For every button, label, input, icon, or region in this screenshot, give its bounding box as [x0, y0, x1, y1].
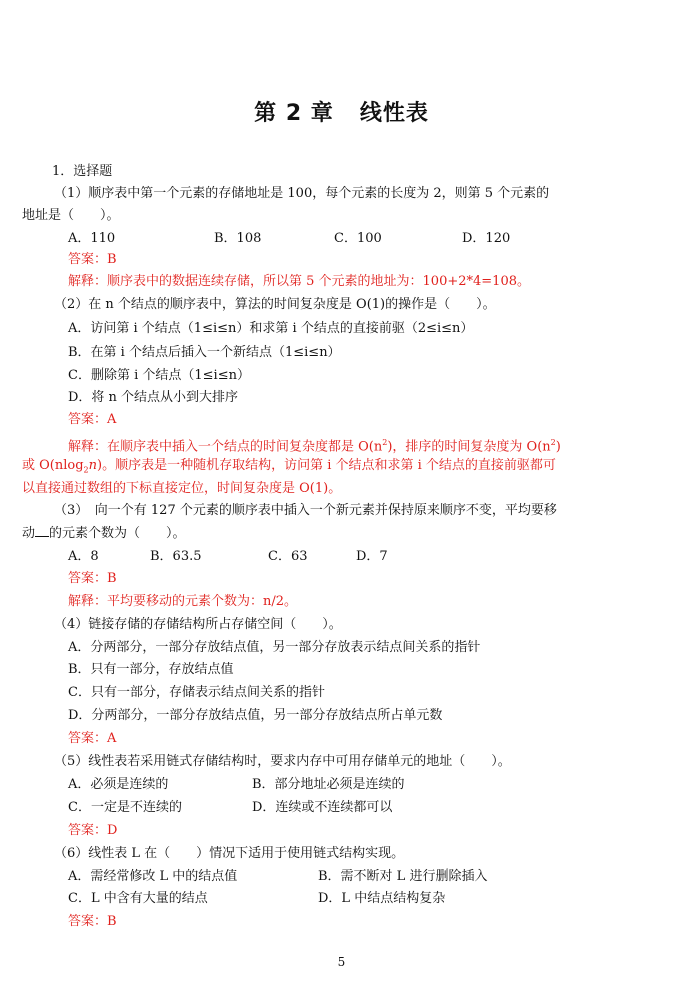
q2-explain-sub: 2 — [83, 465, 89, 475]
q2-option-a: A．访问第 i 个结点（1≤i≤n）和求第 i 个结点的直接前驱（2≤i≤n） — [68, 321, 474, 336]
q1-option-a: A．110 — [68, 231, 116, 246]
q2-explain-part5: n — [88, 458, 98, 473]
q5-option-c: C．一定是不连续的 — [68, 800, 182, 815]
q1-option-d: D．120 — [462, 231, 511, 246]
q2-stem: （2）在 n 个结点的顺序表中，算法的时间复杂度是 O(1)的操作是（ ）。 — [54, 297, 496, 312]
q2-explanation-line3: 以直接通过数组的下标直接定位，时间复杂度是 O(1)。 — [22, 481, 342, 496]
q2-explanation-line1 — [68, 434, 561, 456]
q1-explanation: 解释：顺序表中的数据连续存储，所以第 5 个元素的地址为：100+2*4=108。 — [68, 274, 530, 289]
q2-explain-sup2: 2 — [550, 438, 556, 447]
q4-option-b: B．只有一部分，存放结点值 — [68, 662, 234, 677]
q6-answer: 答案：B — [68, 914, 117, 929]
q3-option-a: A．8 — [68, 549, 99, 564]
q6-option-d: D．L 中结点结构复杂 — [318, 891, 446, 906]
q2-explain-part6: )。顺序表是一种随机存取结构，访问第 i 个结点和求第 i 个结点的直接前驱都可 — [97, 458, 556, 473]
q6-option-c: C．L 中含有大量的结点 — [68, 891, 208, 906]
q4-stem: （4）链接存储的存储结构所占存储空间（ ）。 — [54, 617, 342, 632]
q2-explain-part3: ) — [555, 439, 561, 455]
section-heading: 1．选择题 — [52, 164, 113, 179]
q1-stem-line1: （1）顺序表中第一个元素的存储地址是 100，每个元素的长度为 2，则第 5 个元素的 — [54, 186, 550, 201]
q3-stem-part2: 的元素个数为（ ）。 — [49, 526, 186, 541]
q5-stem: （5）线性表若采用链式存储结构时，要求内存中可用存储单元的地址（ ）。 — [54, 754, 511, 769]
q1-option-b: B．108 — [214, 231, 262, 246]
q4-option-a: A．分两部分，一部分存放结点值，另一部分存放表示结点间关系的指针 — [68, 640, 481, 655]
fill-in-blank — [35, 525, 49, 537]
q1-option-c: C．100 — [334, 231, 382, 246]
q1-answer: 答案：B — [68, 252, 117, 267]
q3-stem-part1: 动 — [22, 526, 36, 541]
chapter-title — [0, 96, 683, 127]
chapter-name: 线性表 — [359, 101, 429, 126]
q2-explain-part4: 或 O(nlog — [22, 458, 84, 473]
q3-stem-line2 — [22, 525, 186, 543]
q5-option-d: D．连续或不连续都可以 — [252, 800, 393, 815]
q5-answer: 答案：D — [68, 823, 118, 838]
chapter-number: 第 2 章 — [254, 101, 334, 126]
q6-option-a: A．需经常修改 L 中的结点值 — [68, 869, 238, 884]
q4-answer: 答案：A — [68, 731, 117, 746]
q2-option-b: B．在第 i 个结点后插入一个新结点（1≤i≤n） — [68, 345, 341, 360]
q2-option-c: C．删除第 i 个结点（1≤i≤n） — [68, 368, 250, 383]
q2-explain-part1: 解释：在顺序表中插入一个结点的时间复杂度都是 O(n — [68, 439, 383, 455]
q2-option-d: D．将 n 个结点从小到大排序 — [68, 390, 239, 405]
q1-stem-line2: 地址是（ ）。 — [22, 208, 120, 223]
q3-answer: 答案：B — [68, 571, 117, 586]
q3-stem-line1: （3） 向一个有 127 个元素的顺序表中插入一个新元素并保持原来顺序不变，平均要移 — [54, 503, 557, 518]
q2-explain-part2: )，排序的时间复杂度为 O(n — [387, 439, 551, 455]
q4-option-d: D．分两部分，一部分存放结点值，另一部分存放结点所占单元数 — [68, 708, 443, 723]
q2-answer: 答案：A — [68, 412, 117, 427]
q3-option-d: D．7 — [356, 549, 388, 564]
q6-option-b: B．需不断对 L 进行删除插入 — [318, 869, 488, 884]
q5-option-b: B．部分地址必须是连续的 — [252, 777, 405, 792]
q2-explanation-line2 — [22, 457, 556, 480]
q3-option-b: B．63.5 — [150, 549, 202, 564]
q3-explanation: 解释：平均要移动的元素个数为：n/2。 — [68, 594, 298, 609]
page-number: 5 — [337, 955, 346, 969]
q4-option-c: C．只有一部分，存储表示结点间关系的指针 — [68, 685, 325, 700]
q2-explain-sup1: 2 — [382, 438, 388, 447]
q5-option-a: A．必须是连续的 — [68, 777, 169, 792]
q6-stem: （6）线性表 L 在（ ）情况下适用于使用链式结构实现。 — [54, 846, 405, 861]
q3-option-c: C．63 — [268, 549, 308, 564]
